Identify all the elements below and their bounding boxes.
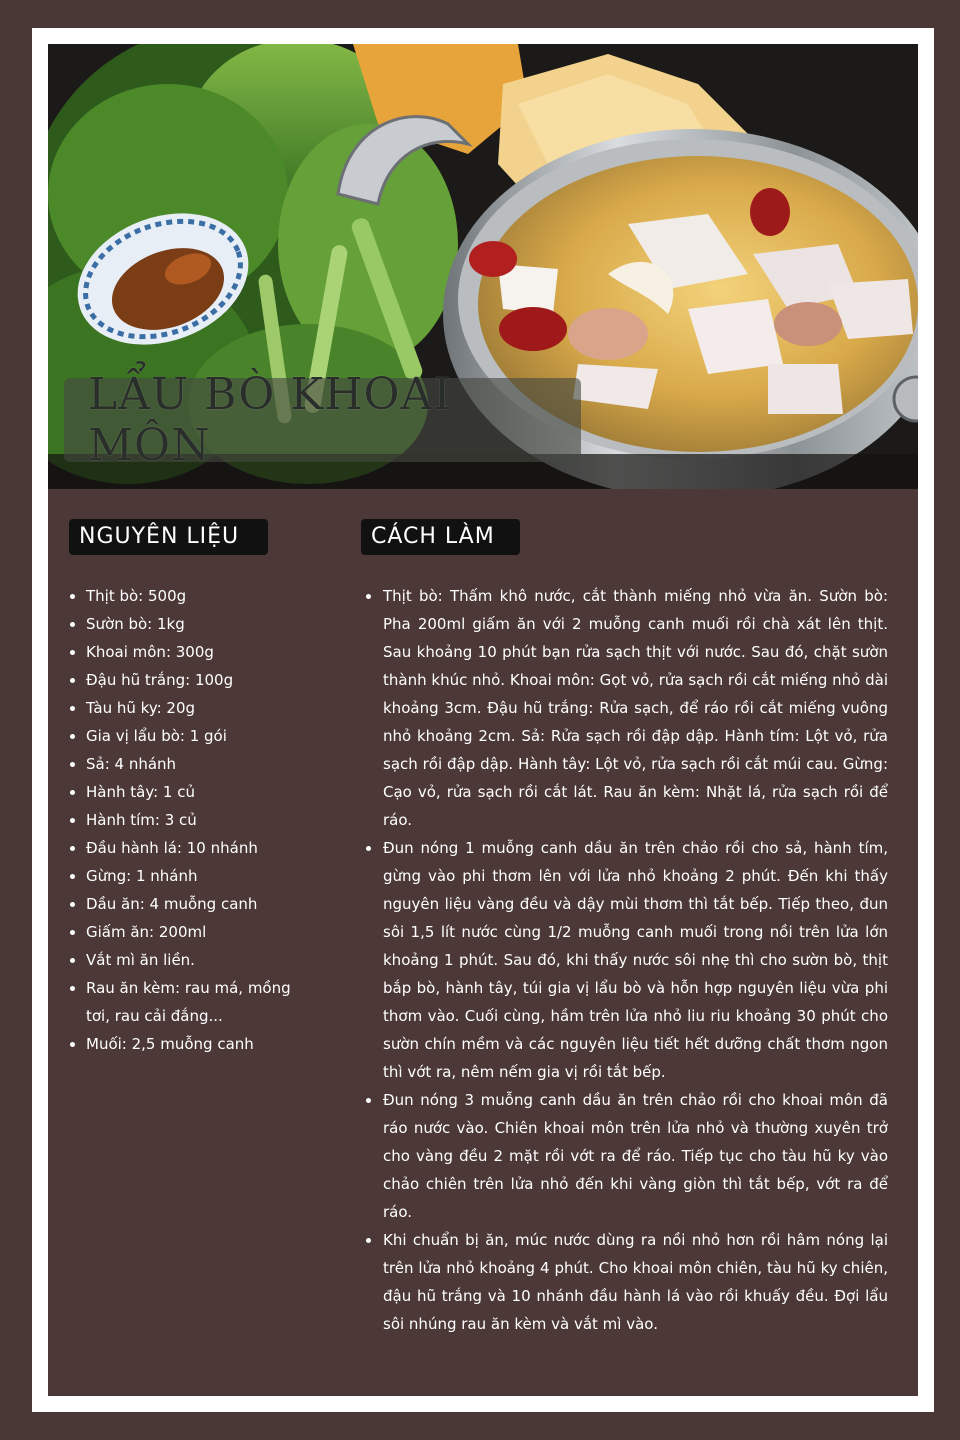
step-item: Đun nóng 3 muỗng canh dầu ăn trên chảo rồi cho khoai môn đã ráo nước vào. Chiên khoai môn trên lửa nhỏ và thường xuyên trở cho vàng đều 2 mặt rồi vớt ra để ráo. Tiếp tục cho tàu hũ ky vào chảo chiên trên lửa nhỏ đến khi vàng giòn thì tắt bếp, vớt ra để ráo. xyxy=(364,1086,888,1226)
ingredients-heading: NGUYÊN LIỆU xyxy=(69,519,268,555)
list-item: Gừng: 1 nhánh xyxy=(68,862,318,890)
step-item: Khi chuẩn bị ăn, múc nước dùng ra nồi nhỏ hơn rồi hâm nóng lại trên lửa nhỏ khoảng 4 phút. Cho khoai môn chiên, tàu hũ ky chiên, đậu hũ trắng và 10 nhánh đầu hành lá vào rồi khuấy đều. Đợi lẩu sôi nhúng rau ăn kèm và vắt mì vào. xyxy=(364,1226,888,1338)
list-item: Dầu ăn: 4 muỗng canh xyxy=(68,890,318,918)
list-item: Gia vị lẩu bò: 1 gói xyxy=(68,722,318,750)
list-item: Tàu hũ ky: 20g xyxy=(68,694,318,722)
list-item: Giấm ăn: 200ml xyxy=(68,918,318,946)
list-item: Đầu hành lá: 10 nhánh xyxy=(68,834,318,862)
list-item: Rau ăn kèm: rau má, mồng tơi, rau cải đắng... xyxy=(68,974,318,1030)
step-item: Thịt bò: Thấm khô nước, cắt thành miếng nhỏ vừa ăn. Sườn bò: Pha 200ml giấm ăn với 2 muỗng canh muối rồi chà xát lên thịt. Sau khoảng 10 phút bạn rửa sạch thịt với nước. Sau đó, chặt sườn thành khúc nhỏ. Khoai môn: Gọt vỏ, rửa sạch rồi cắt miếng nhỏ dài khoảng 3cm. Đậu hũ trắng: Rửa sạch, để ráo rồi cắt miếng vuông nhỏ khoảng 2cm. Sả: Rửa sạch rồi đập dập. Hành tím: Lột vỏ, rửa sạch rồi đập dập. Hành tây: Lột vỏ, rửa sạch rồi cắt múi cau. Gừng: Cạo vỏ, rửa sạch rồi cắt lát. Rau ăn kèm: Nhặt lá, rửa sạch rồi để ráo. xyxy=(364,582,888,834)
list-item: Sườn bò: 1kg xyxy=(68,610,318,638)
step-item: Đun nóng 1 muỗng canh dầu ăn trên chảo rồi cho sả, hành tím, gừng vào phi thơm lên với lửa nhỏ khoảng 2 phút. Đến khi thấy nguyên liệu vàng đều và dậy mùi thơm thì tắt bếp. Tiếp theo, đun sôi 1,5 lít nước cùng 1/2 muỗng canh muối trong nồi trên lửa lớn khoảng 1 phút. Sau đó, khi thấy nước sôi nhẹ thì cho sườn bò, thịt bắp bò, hành tây, túi gia vị lẩu bò và hỗn hợp nguyên liệu vừa phi thơm vào. Cuối cùng, hầm trên lửa nhỏ liu riu khoảng 30 phút cho sườn chín mềm và các nguyên liệu tiết hết dưỡng chất thơm ngon thì vớt ra, nêm nếm gia vị rồi tắt bếp. xyxy=(364,834,888,1086)
list-item: Sả: 4 nhánh xyxy=(68,750,318,778)
steps-heading: CÁCH LÀM xyxy=(361,519,520,555)
list-item: Hành tây: 1 củ xyxy=(68,778,318,806)
list-item: Vắt mì ăn liền. xyxy=(68,946,318,974)
list-item: Thịt bò: 500g xyxy=(68,582,318,610)
hotpot-photo xyxy=(48,44,918,489)
recipe-card xyxy=(48,44,918,1396)
ingredients-list xyxy=(68,582,318,1058)
list-item: Khoai môn: 300g xyxy=(68,638,318,666)
title-plate xyxy=(64,369,581,471)
steps-list xyxy=(364,582,888,1338)
recipe-title: LẨU BÒ KHOAI MÔN xyxy=(88,369,452,471)
list-item: Hành tím: 3 củ xyxy=(68,806,318,834)
list-item: Muối: 2,5 muỗng canh xyxy=(68,1030,318,1058)
list-item: Đậu hũ trắng: 100g xyxy=(68,666,318,694)
